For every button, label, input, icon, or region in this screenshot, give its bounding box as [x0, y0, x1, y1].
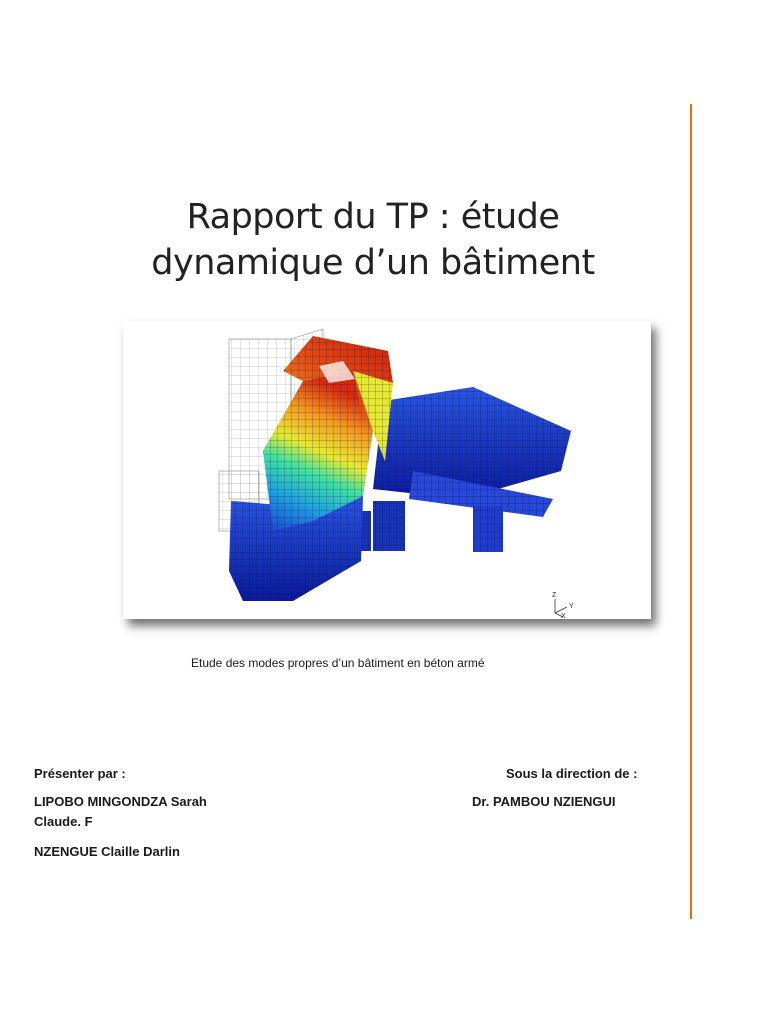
accent-vertical-rule — [690, 104, 692, 919]
title-line-1: Rapport du TP : étude — [186, 197, 560, 237]
building-mode-shape-figure — [123, 321, 651, 619]
supervision-label: Sous la direction de : — [506, 766, 638, 781]
axis-triad — [552, 592, 574, 619]
author-name-1: LIPOBO MINGONDZA Sarah — [34, 794, 207, 809]
title-line-2: dynamique d’un bâtiment — [151, 243, 595, 283]
axis-y-label: Y — [569, 603, 574, 610]
presented-by-label: Présenter par : — [34, 766, 126, 781]
supervisor-name: Dr. PAMBOU NZIENGUI — [472, 794, 616, 809]
fem-model-render — [123, 321, 651, 619]
author-name-1-continued: Claude. F — [34, 814, 93, 829]
axis-z-label: Z — [552, 592, 557, 599]
axis-x-label: X — [561, 613, 566, 619]
figure-caption: Etude des modes propres d’un bâtiment en béton armé — [191, 656, 485, 670]
report-title — [100, 194, 646, 286]
author-name-2: NZENGUE Claille Darlin — [34, 844, 180, 859]
